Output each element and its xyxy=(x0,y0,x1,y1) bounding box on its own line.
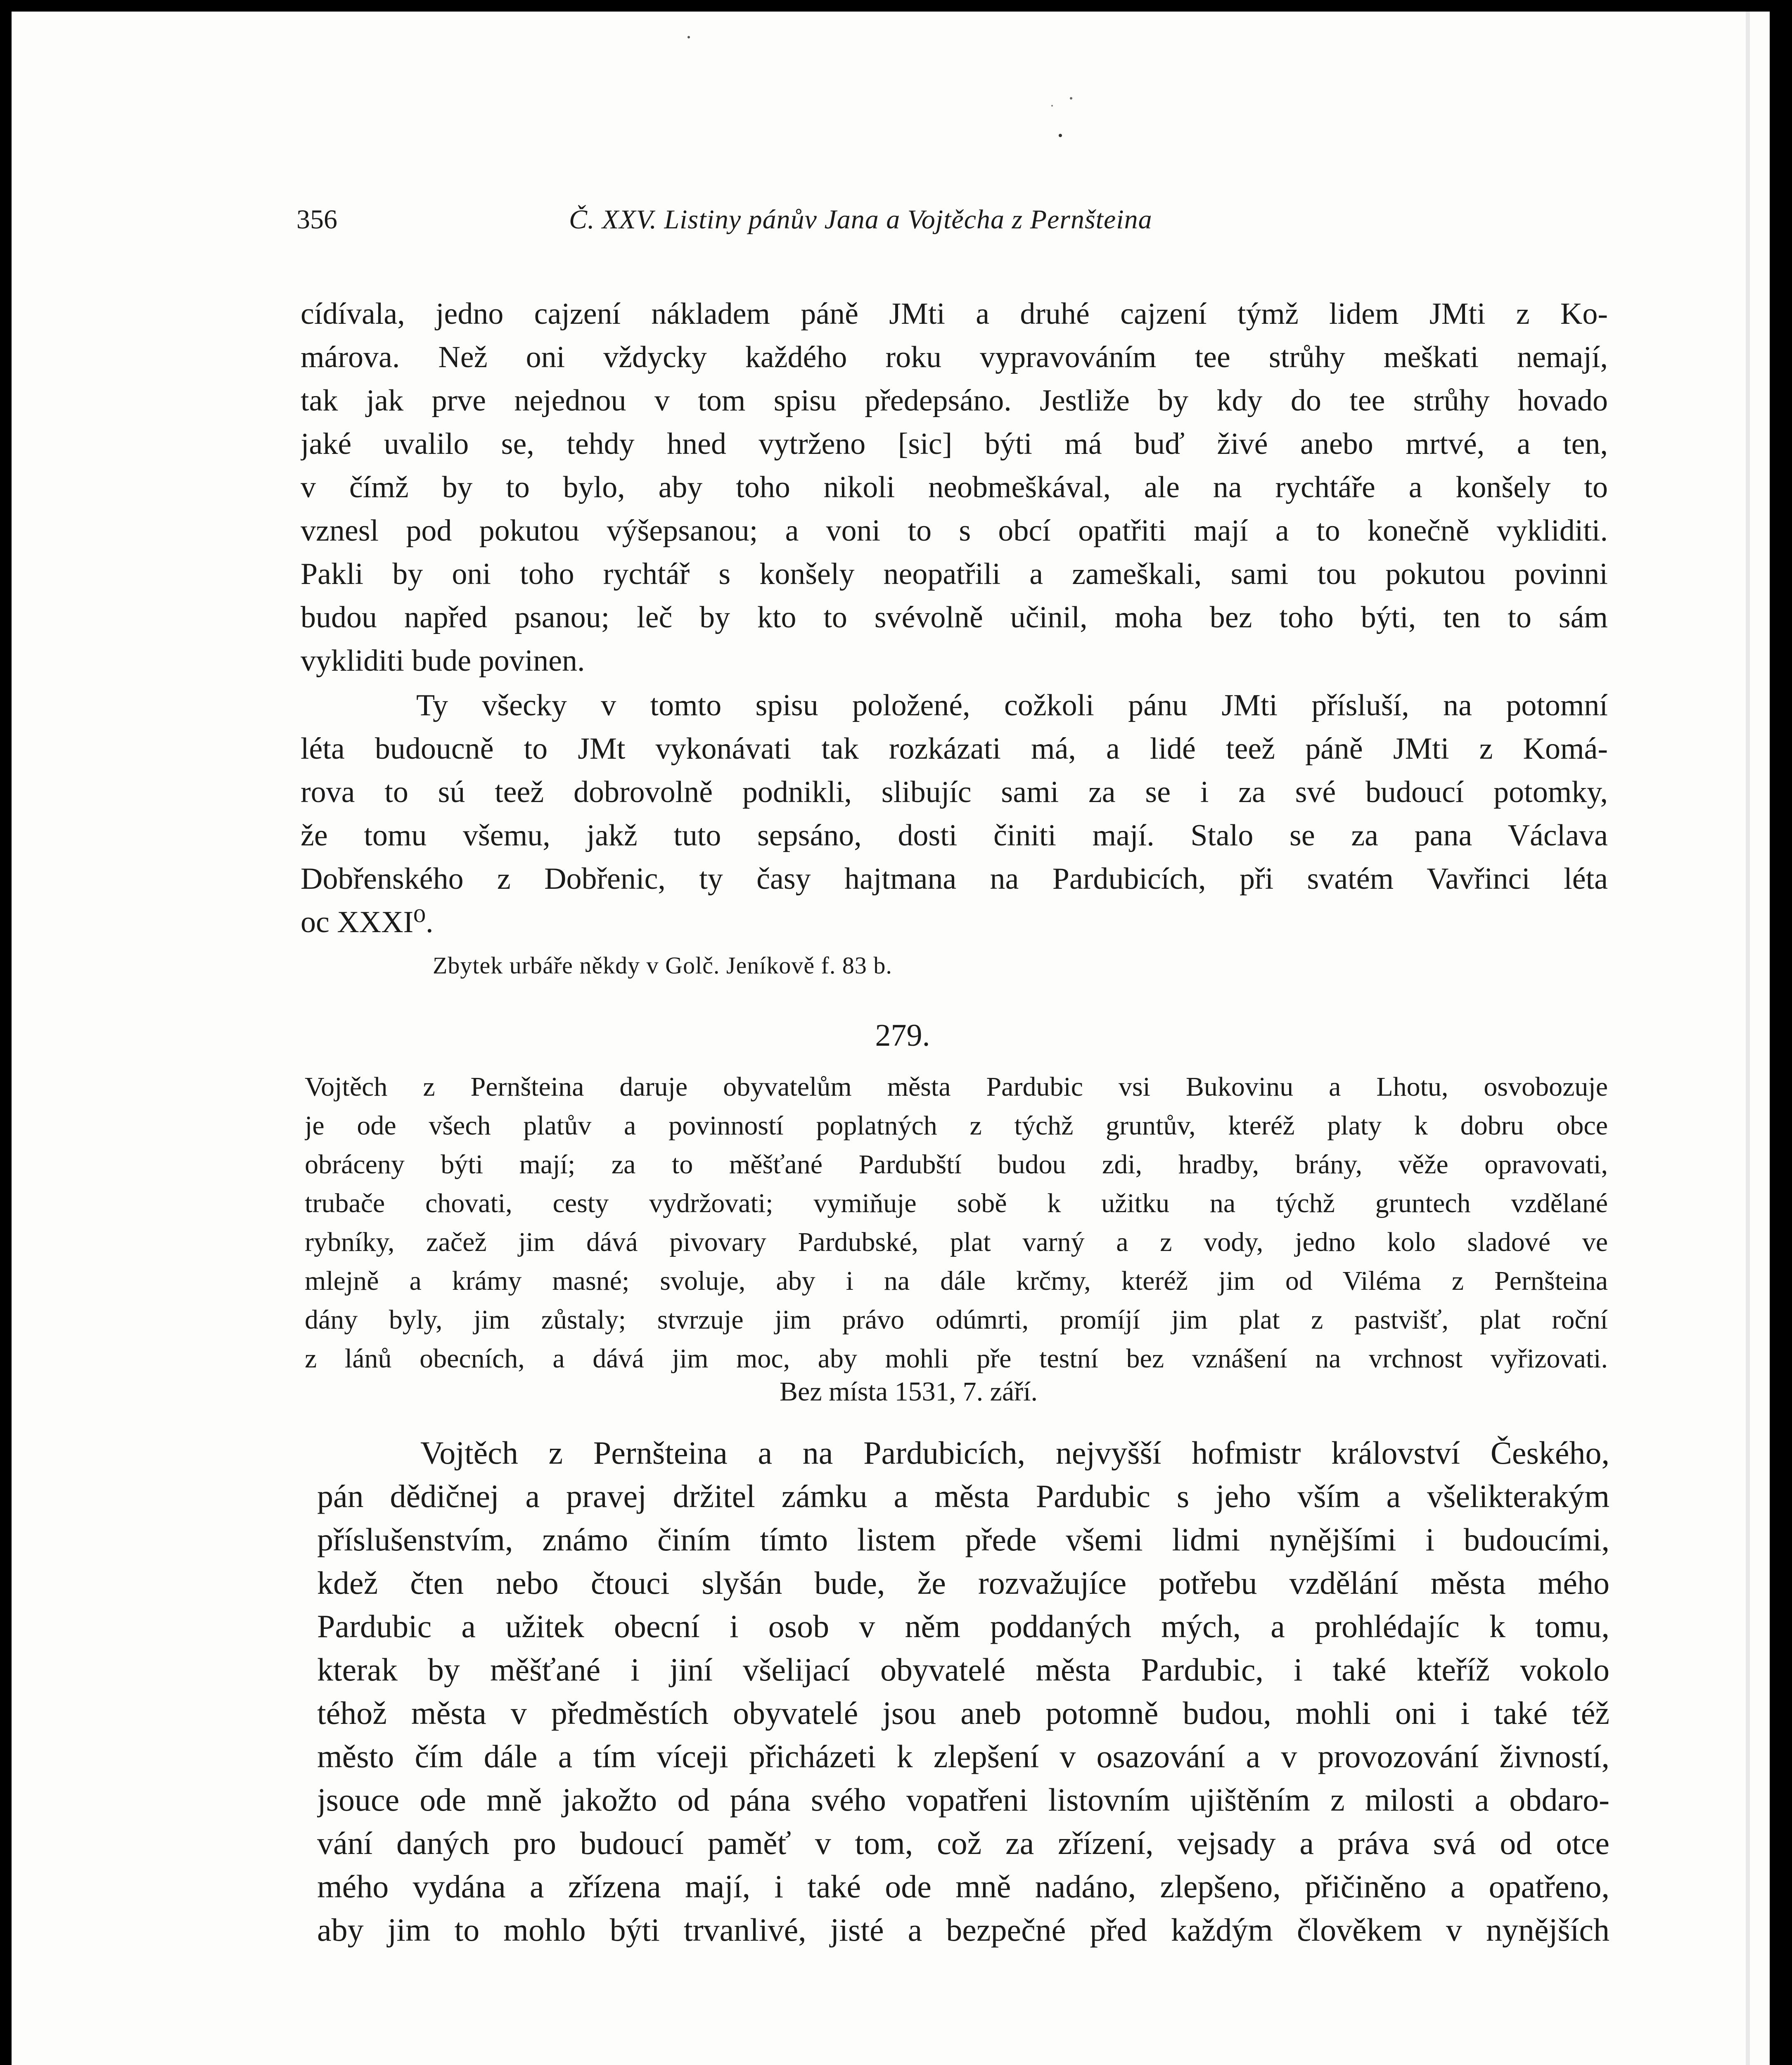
text-line: Ty všecky v tomto spisu položené, cožkoli pánu JMti přísluší, na potomní xyxy=(416,688,1608,722)
text-line: kterak by měšťané i jiní všelijací obyvatelé města Pardubic, i také kteříž vokolo xyxy=(317,1652,1609,1688)
text-line: jsouce ode mně jakožto od pána svého vopatřeni listovním ujištěním z milosti a obdaro- xyxy=(317,1782,1609,1818)
text-line: příslušenstvím, známo činím tímto listem přede všemi lidmi nynějšími i budoucími, xyxy=(317,1521,1609,1557)
text-line: Pardubic a užitek obecní i osob v něm poddaných mých, a prohlédajíc k tomu, xyxy=(317,1608,1609,1644)
text-line: mého vydána a zřízena mají, i také ode mně nadáno, zlepšeno, přičiněno a opatřeno, xyxy=(317,1868,1609,1904)
running-title: Č. XXV. Listiny pánův Jana a Vojtěcha z Pernšteina xyxy=(569,204,1152,235)
text-line: budou napřed psanou; leč by kto to svévolně učinil, moha bez toho býti, ten to sám xyxy=(301,601,1608,634)
text-line: město čím dále a tím víceji přicházeti k zlepšení v osazování a v provozování živností, xyxy=(317,1738,1609,1774)
text-line: téhož města v předměstích obyvatelé jsou aneb potomně budou, mohli oni i také též xyxy=(317,1695,1609,1731)
text-line: kdež čten nebo čtouci slyšán bude, že rozvažujíce potřebu vzdělání města mého xyxy=(317,1565,1609,1601)
page-number: 356 xyxy=(296,204,337,235)
regest-line: rybníky, začež jim dává pivovary Pardubské, plat varný a z vody, jedno kolo sladové ve xyxy=(305,1227,1608,1257)
text-line: rova to sú teež dobrovolně podnikli, slibujíc sami za se i za své budoucí potomky, xyxy=(301,775,1608,809)
regest-line: dány byly, jim zůstaly; stvrzuje jim právo odúmrti, promíjí jim plat z pastvišť, plat roční xyxy=(305,1305,1608,1335)
text-line: v čímž by to bylo, aby toho nikoli neobmeškával, ale na rychtáře a konšely to xyxy=(301,470,1608,504)
text-line: Pakli by oni toho rychtář s konšely neopatřili a zameškali, sami tou pokutou povinni xyxy=(301,557,1608,591)
regest-line: mlejně a krámy masné; svoluje, aby i na dále krčmy, kteréž jim od Viléma z Pernšteina xyxy=(305,1266,1608,1296)
document-number: 279. xyxy=(875,1018,930,1053)
text-line: vznesl pod pokutou výšepsanou; a voni to s obcí opatřiti mají a to konečně vykliditi. xyxy=(301,514,1608,548)
text-line: márova. Než oni vždycky každého roku vypravováním tee strůhy meškati nemají, xyxy=(301,340,1608,374)
text-line: vání daných pro budoucí paměť v tom, což za zřízení, vejsady a práva svá od otce xyxy=(317,1825,1609,1861)
regest-line: trubače chovati, cesty vydržovati; vymiňuje sobě k užitku na týchž gruntech vzdělané xyxy=(305,1188,1608,1218)
document-date: Bez místa 1531, 7. září. xyxy=(780,1377,1038,1407)
text-line: léta budoucně to JMt vykonávati tak rozkázati má, a lidé teež páně JMti z Komá- xyxy=(301,732,1608,766)
text-line: Vojtěch z Pernšteina a na Pardubicích, nejvyšší hofmistr království Českého, xyxy=(420,1435,1609,1471)
text-line: vykliditi bude povinen. xyxy=(301,644,585,678)
book-page xyxy=(12,12,1770,2065)
regest-line: je ode všech platův a povinností poplatných z týchž gruntův, kteréž platy k dobru obce xyxy=(305,1111,1608,1141)
page-header xyxy=(296,204,1353,254)
text-line: oc XXXI⁰. xyxy=(301,905,434,939)
regest-line: Vojtěch z Pernšteina daruje obyvatelům města Pardubic vsi Bukovinu a Lhotu, osvobozuje xyxy=(305,1072,1608,1102)
text-line: jaké uvalilo se, tehdy hned vytrženo [sic] býti má buď živé anebo mrtvé, a ten, xyxy=(301,427,1608,461)
source-note: Zbytek urbáře někdy v Golč. Jeníkově f. 83 b. xyxy=(433,952,892,979)
text-line: pán dědičnej a pravej držitel zámku a města Pardubic s jeho vším a všelikterakým xyxy=(317,1478,1609,1514)
text-line: Dobřenského z Dobřenic, ty časy hajtmana na Pardubicích, při svatém Vavřinci léta xyxy=(301,862,1608,896)
text-line: cídívala, jedno cajzení nákladem páně JMti a druhé cajzení týmž lidem JMti z Ko- xyxy=(301,297,1608,331)
text-line: že tomu všemu, jakž tuto sepsáno, dosti činiti mají. Stalo se za pana Václava xyxy=(301,819,1608,852)
text-line: aby jim to mohlo býti trvanlivé, jisté a bezpečné před každým člověkem v nynějších xyxy=(317,1912,1609,1948)
regest-line: obráceny býti mají; za to měšťané Pardubští budou zdi, hradby, brány, věže opravovati, xyxy=(305,1149,1608,1180)
text-line: tak jak prve nejednou v tom spisu předepsáno. Jestliže by kdy do tee strůhy hovado xyxy=(301,384,1608,418)
regest-line: z lánů obecních, a dává jim moc, aby mohli pře testní bez vznášení na vrchnost vyřizovati. xyxy=(305,1343,1608,1374)
